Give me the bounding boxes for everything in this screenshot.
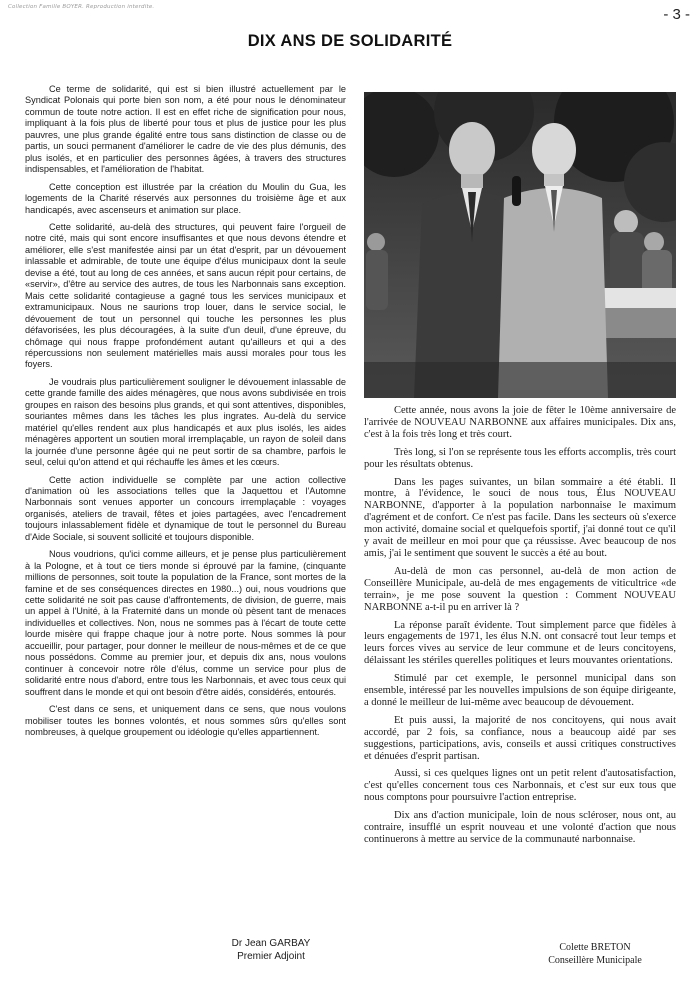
- right-paragraph-7: Et puis aussi, la majorité de nos concitoyens, qui nous avait accordé, par 2 fois, sa confiance, nous a beaucoup aidé par ses suggestions, participations, avis, conseils et aussi critiques constructives et dénuées d'esprit partisan.: [364, 714, 676, 762]
- signature-left-name: Dr Jean GARBAY: [231, 938, 311, 949]
- right-paragraph-5: La réponse paraît évidente. Tout simplement parce que fidèles à leurs engagements de 1971, les élus N.N. ont consacré tout leur temps et leurs forces vives au service de leur commune et de leurs concitoyens, délaissant les stériles querelles politiques et leurs mouvantes orientations.: [364, 619, 676, 667]
- left-paragraph-7: C'est dans ce sens, et uniquement dans ce sens, que nous voulons mobiliser toutes les bonnes volontés, et nous sommes sûrs qu'elles sont nombreuses, à quelque groupement ou idéologie qu'elles appartiennent.: [25, 704, 346, 738]
- right-paragraph-1: Cette année, nous avons la joie de fêter le 10ème anniversaire de l'arrivée de NOUVEAU NARBONNE aux affaires municipales. Dix ans, c'est à la fois très long et très court.: [364, 405, 676, 440]
- left-paragraph-4: Je voudrais plus particulièrement souligner le dévouement inlassable de cette grande famille des aides ménagères, que nous avons subdivisée en trois groupes en raison des besoins plus grands, et qui sont attentives, disponibles, souriantes mêmes dans les tâches les plus ingrates. Au-delà du service matériel qu'elles rendent aux plus handicapés et aux plus isolés, les aides ménagères apportent un soutien moral irremplaçable, un rayon de soleil dans la journée d'une personne âgée qui ne peut sortir de sa chambre, parfois le seul, celui qu'on attend et qui réchauffe les âmes et les cœurs.: [25, 376, 346, 468]
- article-title: DIX ANS DE SOLIDARITÉ: [247, 32, 453, 50]
- signature-left-role: Premier Adjoint: [237, 951, 305, 962]
- right-paragraph-3: Dans les pages suivantes, un bilan sommaire a été établi. Il montre, à l'évidence, le souci de nous tous, Élus NOUVEAU NARBONNE, d'apporter à la population narbonnaise le maximum d'agrément et de confort. Ce n'est pas facile. Dans les secteurs où s'exerce mon activité, domaine social et quelquefois sportif, j'ai donné tout ce qu'il y avait de meilleur en moi pour que ça réussisse. Avec beaucoup de nos amis, j'ai le sentiment que souvent le succès a été au bout.: [364, 476, 676, 559]
- right-paragraph-2: Très long, si l'on se représente tous les efforts accomplis, très court pour les résultats obtenus.: [364, 446, 676, 470]
- signature-right: [520, 941, 670, 967]
- right-column: [364, 405, 676, 852]
- page-number: - 3 -: [663, 6, 690, 23]
- left-paragraph-2: Cette conception est illustrée par la création du Moulin du Gua, les logements de la Charité réservés aux personnes du troisième âge et aux handicapés, avec ascenseurs et animation sur place.: [25, 181, 346, 215]
- watermark: Collection Famille BOYER. Reproduction interdite.: [8, 4, 155, 10]
- right-paragraph-4: Au-delà de mon cas personnel, au-delà de mon action de Conseillère Municipale, au-delà de mes engagements de viticultrice «de terrain», je me pose souvent la question : Comment NOUVEAU NARBONNE a-t-il pu en arriver là ?: [364, 565, 676, 613]
- left-paragraph-1: Ce terme de solidarité, qui est si bien illustré actuellement par le Syndicat Polonais qui porte bien son nom, a été pour nous le dénominateur commun de toute notre action. Il est en effet riche de signification pour nous, impliquant à la fois plus de liberté pour tous et plus de justice pour les plus pauvres, une plus grande égalité entre tous sans distinction de classe ou de partis, un souci permanent d'améliorer le cadre de vie des plus démunis, des plus isolés, et en particulier des personnes âgées, à travers des structures indispensables, et l'amélioration de l'habitat.: [25, 84, 346, 175]
- left-column: [25, 84, 346, 738]
- left-paragraph-6: Nous voudrions, qu'ici comme ailleurs, et je pense plus particulièrement à la Pologne, et à tout ce tiers monde si éprouvé par la famine, (cinquante millions de personnes, soit toute la population de la France, sont mortes de la famine et de ses conséquences directes en 1980...) oui, nous voudrions que cette solidarité ne soit pas cause d'affrontements, de division, de guerre, mais un appel à l'Unité, à la Fraternité dans un monde où pèsent tant de menaces individuelles et collectives. Non, nous ne sommes pas à l'écart de toute cette lourde misère qui frappe chaque jour à notre porte. Nous sommes là pour accueillir, pour partager, pour donner le meilleur de nous-mêmes et de ce que nous possédons. Comme au premier jour, et depuis dix ans, nous voulons continuer à concevoir notre rôle d'élus, comme un service pour plus de solidarité entre nous d'abord, entre tous les Narbonnais, et avec tous ceux qui souffrent dans le monde et qui ont besoin d'être aidés, considérés, entourés.: [25, 549, 346, 697]
- signature-right-role: Conseillère Municipale: [548, 955, 642, 966]
- right-paragraph-8: Aussi, si ces quelques lignes ont un petit relent d'autosatisfaction, c'est qu'elles concernent tous ces Narbonnais, et c'est sur eux tous que nous comptons pour poursuivre l'action entreprise.: [364, 768, 676, 804]
- signature-right-name: Colette BRETON: [559, 942, 631, 953]
- left-paragraph-3: Cette solidarité, au-delà des structures, qui peuvent faire l'orgueil de notre cité, mais qui sont encore insuffisantes et que nous devons étendre et améliorer, elle s'est manifestée ainsi par un état d'esprit, par un dévouement inlassable et admirable, de toute une équipe d'élus municipaux dont la seule devise a été, tout au long de ces années, et sans aucun répit pour certains, de «servir», d'être au service des autres, de tous les Narbonnais sans exception. Mais cette solidarité contagieuse a gagné tous les services municipaux et extramunicipaux. Nous ne saurions trop louer, dans le service social, le dévouement de tout un personnel qui touche les personnes les plus défavorisées, les plus découragées, à la suite d'un deuil, d'une épreuve, du chômage qui nous frappe profondément autant qu'ailleurs et qui a des répercussions non seulement matérielles mais aussi morales pour tous les foyers.: [25, 221, 346, 370]
- right-paragraph-9: Dix ans d'action municipale, loin de nous scléroser, nous ont, au contraire, insufflé un esprit nouveau et une volonté d'action que nous continuerons à mettre au service de la communauté narbonnaise.: [364, 810, 676, 845]
- left-paragraph-5: Cette action individuelle se complète par une action collective d'animation où les associations telles que la Jaquettou et l'Automne Narbonnais sont venues apporter un concours irremplaçable : voyages organisés, ateliers de travail, fêtes et joies partagées, avec l'encadrement toujours inlassablement fidèle et dynamique de tout le personnel du Bureau d'Aide Sociale, si souvent sollicité et toujours disponible.: [25, 474, 346, 542]
- right-paragraph-6: Stimulé par cet exemple, le personnel municipal dans son ensemble, intéressé par les nouvelles impulsions de son équipe dirigeante, a donné le meilleur de lui-même avec beaucoup de dévouement.: [364, 673, 676, 708]
- signature-left: [196, 937, 346, 963]
- event-photo: [364, 92, 676, 398]
